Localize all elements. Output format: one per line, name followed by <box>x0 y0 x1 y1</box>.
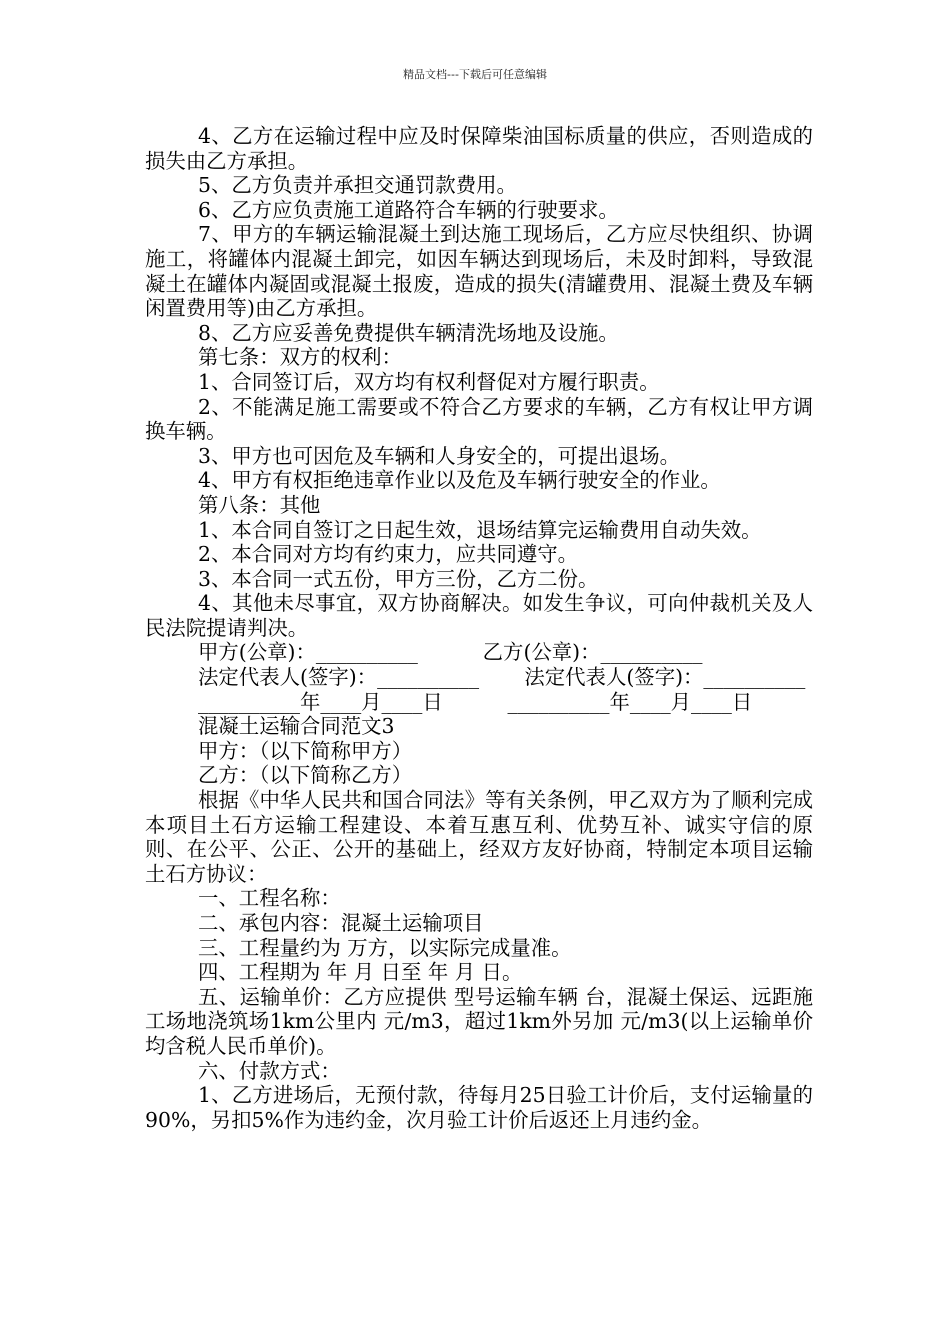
clause-paragraph: 5、乙方负责并承担交通罚款费用。 <box>198 173 517 198</box>
clause-paragraph: 1、本合同自签订之日起生效，退场结算完运输费用自动失效。 <box>198 517 762 542</box>
page-header: 精品文档---下载后可任意编辑 <box>403 68 547 81</box>
clause-paragraph: 1、乙方进场后，无预付款，待每月25日验工计价后，支付运输量的90%，另扣5%作为违约金，次月验工计价后返还上月违约金。 <box>145 1083 813 1132</box>
preamble-paragraph: 根据《中华人民共和国合同法》等有关条例，甲乙双方为了顺利完成本项目土石方运输工程建设、本着互惠互利、优势互补、诚实守信的原则、在公平、公正、公开的基础上，经双方友好协商，特制定本项目运输土石方协议： <box>145 788 813 886</box>
clause-paragraph: 6、乙方应负责施工道路符合车辆的行驶要求。 <box>198 197 619 222</box>
signature-seal-line: 甲方(公章)：__________ 乙方(公章)：__________ <box>198 640 703 665</box>
clause-paragraph: 4、其他未尽事宜，双方协商解决。如发生争议，可向仲裁机关及人民法院提请判决。 <box>145 591 813 640</box>
document-body <box>145 124 813 1132</box>
party-b-line: 乙方：（以下简称乙方） <box>198 763 413 788</box>
section-heading: 第七条：双方的权利： <box>198 345 402 370</box>
signature-representative-line: 法定代表人(签字)：__________ 法定代表人(签字)：__________ <box>198 665 806 690</box>
clause-paragraph: 4、甲方有权拒绝违章作业以及危及车辆行驶安全的作业。 <box>198 468 721 493</box>
clause-paragraph: 六、付款方式： <box>198 1058 341 1083</box>
clause-paragraph: 7、甲方的车辆运输混凝土到达施工现场后，乙方应尽快组织、协调施工，将罐体内混凝土卸完，如因车辆达到现场后，未及时卸料，导致混凝土在罐体内凝固或混凝土报废，造成的损失(清罐费用、混凝土费及车辆闲置费用等)由乙方承担。 <box>145 222 813 321</box>
clause-paragraph: 三、工程量约为 万方，以实际完成量准。 <box>198 935 572 960</box>
clause-paragraph: 3、本合同一式五份，甲方三份，乙方二份。 <box>198 566 599 591</box>
clause-paragraph: 3、甲方也可因危及车辆和人身安全的，可提出退场。 <box>198 443 680 468</box>
signature-date-line: __________年____月____日 __________年____月____日 <box>198 689 753 714</box>
clause-paragraph: 四、工程期为 年 月 日至 年 月 日。 <box>198 960 523 985</box>
clause-paragraph: 2、不能满足施工需要或不符合乙方要求的车辆，乙方有权让甲方调换车辆。 <box>145 394 813 444</box>
section-heading: 第八条：其他 <box>198 492 321 517</box>
clause-paragraph: 二、承包内容：混凝土运输项目 <box>198 911 484 935</box>
party-a-line: 甲方：（以下简称甲方） <box>198 738 413 763</box>
clause-paragraph: 8、乙方应妥善免费提供车辆清洗场地及设施。 <box>198 320 619 345</box>
clause-paragraph: 1、合同签订后，双方均有权利督促对方履行职责。 <box>198 369 660 394</box>
document-title: 混凝土运输合同范文3 <box>198 714 395 739</box>
clause-paragraph: 五、运输单价：乙方应提供 型号运输车辆 台，混凝土保运、远距施工场地浇筑场1km公里内 元/m3，超过1km外另加 元/m3(以上运输单价均含税人民币单价)。 <box>145 984 813 1058</box>
clause-paragraph: 4、乙方在运输过程中应及时保障柴油国标质量的供应，否则造成的损失由乙方承担。 <box>145 124 813 173</box>
clause-paragraph: 2、本合同对方均有约束力，应共同遵守。 <box>198 542 579 567</box>
clause-paragraph: 一、工程名称： <box>198 886 341 911</box>
